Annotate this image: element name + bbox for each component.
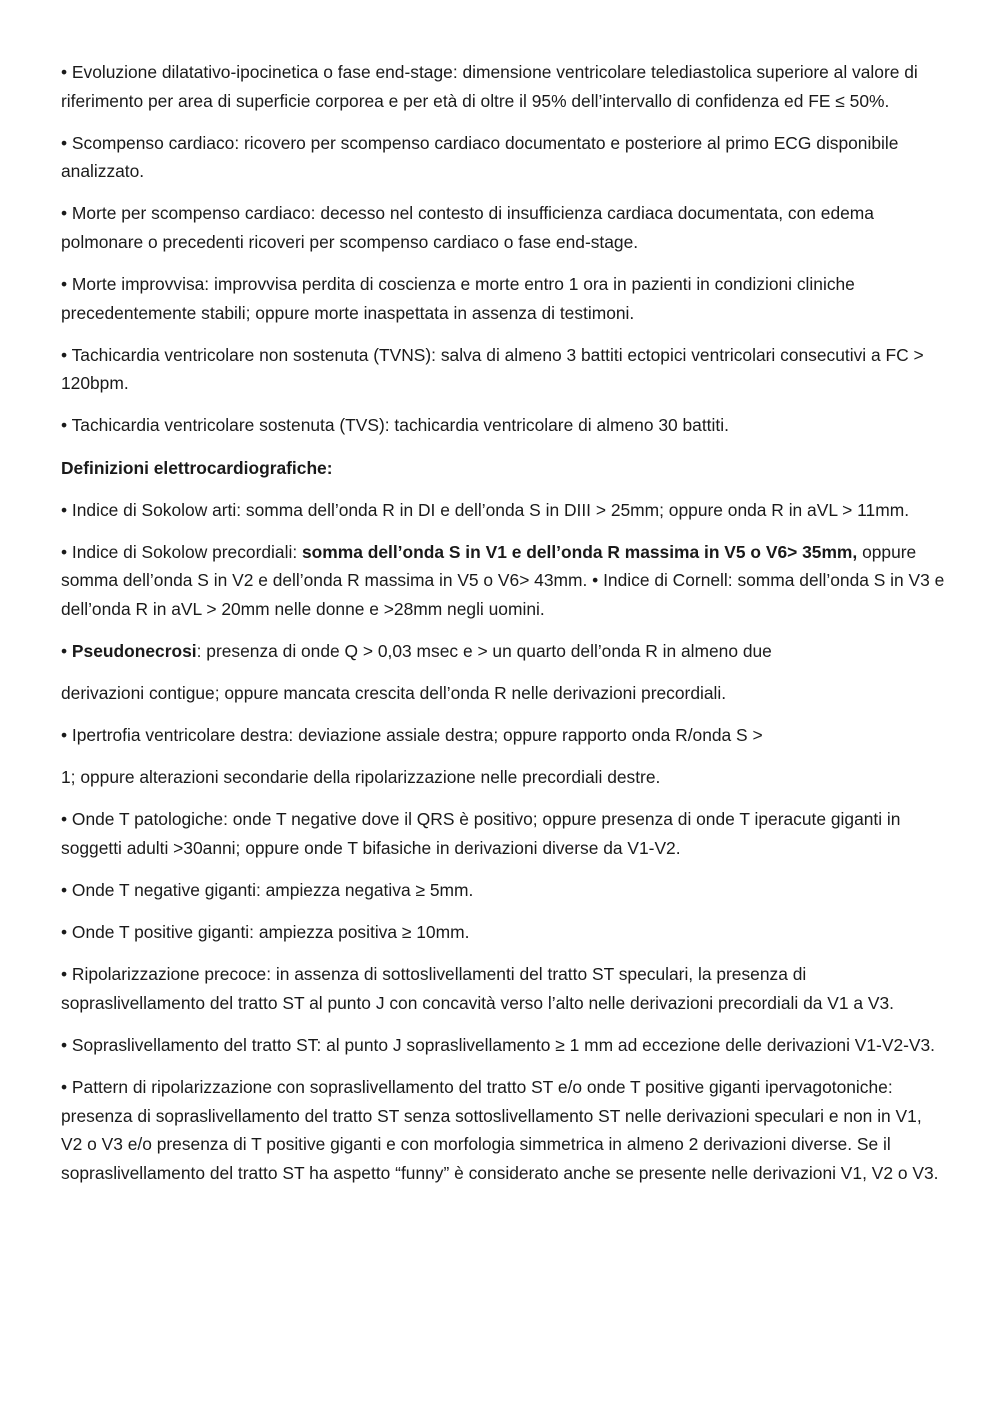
paragraph-ripolarizzazione-precoce: • Ripolarizzazione precoce: in assenza di sottoslivellamenti del tratto ST speculari, la presenza di sopraslivellamento del tratto ST al punto J con concavità verso l’alto nelle derivazioni precordiali da V1 a V3.: [61, 964, 894, 1013]
paragraph-scompenso-cardiaco: • Scompenso cardiaco: ricovero per scompenso cardiaco documentato e posteriore al primo ECG disponibile analizzato.: [61, 132, 899, 182]
sokolow-precordiali-rest: oppure somma dell’onda S in V2 e dell’onda R massima in V5 o V6> 43mm. • Indice di Cornell: somma dell’onda S in V3 e dell’onda R in aVL > 20mm nelle donne e >28mm negli uomini.: [61, 541, 945, 619]
paragraph-sokolow-precordiali: [61, 538, 945, 624]
paragraph-pattern-ripolarizzazione: • Pattern di ripolarizzazione con sopraslivellamento del tratto ST e/o onde T positive giganti ipervagotoniche: presenza di sopraslivellamento del tratto ST senza sottoslivellamento ST nelle derivazioni speculari e non in V1, V2 o V3 e/o presenza di T positive giganti e con morfologia simmetrica in almeno 2 derivazioni diverse. Se il sopraslivellamento del tratto ST ha aspetto “funny” è considerato anche se presente nelle derivazioni V1, V2 o V3.: [61, 1077, 939, 1183]
paragraph-ipertrofia-destra-continued: 1; oppure alterazioni secondarie della ripolarizzazione nelle precordiali destre.: [61, 767, 661, 788]
paragraph-ipertrofia-destra: • Ipertrofia ventricolare destra: deviazione assiale destra; oppure rapporto onda R/onda S >: [61, 725, 763, 746]
paragraph-sokolow-arti: • Indice di Sokolow arti: somma dell’onda R in DI e dell’onda S in DIII > 25mm; oppure onda R in aVL > 11mm.: [61, 499, 910, 520]
paragraph-pseudonecrosi: [61, 637, 945, 666]
paragraph-onde-t-positive: • Onde T positive giganti: ampiezza positiva ≥ 10mm.: [61, 922, 470, 943]
sokolow-precordiali-bold: somma dell’onda S in V1 e dell’onda R massima in V5 o V6> 35mm,: [301, 541, 858, 562]
section-heading: Definizioni elettrocardiografiche:: [61, 457, 333, 478]
paragraph-tvns: • Tachicardia ventricolare non sostenuta (TVNS): salva di almeno 3 battiti ectopici ventricolari consecutivi a FC > 120bpm.: [61, 344, 924, 394]
paragraph-morte-improvvisa: • Morte improvvisa: improvvisa perdita di coscienza e morte entro 1 ora in pazienti in condizioni cliniche precedentemente stabili; oppure morte inaspettata in assenza di testimoni.: [61, 274, 855, 323]
pseudonecrosi-bullet: •: [61, 641, 72, 661]
paragraph-onde-t-patologiche: • Onde T patologiche: onde T negative dove il QRS è positivo; oppure presenza di onde T iperacute giganti in soggetti adulti >30anni; oppure onde T bifasiche in derivazioni diverse da V1-V2.: [61, 809, 901, 858]
paragraph-onde-t-negative: • Onde T negative giganti: ampiezza negativa ≥ 5mm.: [61, 880, 474, 901]
paragraph-sopraslivellamento-st: • Sopraslivellamento del tratto ST: al punto J sopraslivellamento ≥ 1 mm ad eccezione delle derivazioni V1-V2-V3.: [61, 1034, 936, 1055]
paragraph-evoluzione-dilatativa: • Evoluzione dilatativo-ipocinetica o fase end-stage: dimensione ventricolare telediastolica superiore al valore di riferimento per area di superficie corporea e per età di oltre il 95% dell’intervallo di confidenza ed FE ≤ 50%.: [61, 62, 918, 111]
paragraph-pseudonecrosi-continued: derivazioni contigue; oppure mancata crescita dell’onda R nelle derivazioni precordiali.: [61, 683, 727, 704]
pseudonecrosi-term: Pseudonecrosi: [71, 641, 197, 661]
pseudonecrosi-definition: : presenza di onde Q > 0,03 msec e > un quarto dell’onda R in almeno due: [196, 641, 772, 661]
paragraph-morte-scompenso: • Morte per scompenso cardiaco: decesso nel contesto di insufficienza cardiaca documentata, con edema polmonare o precedenti ricoveri per scompenso cardiaco o fase end-stage.: [61, 203, 874, 252]
sokolow-precordiali-lead: • Indice di Sokolow precordiali:: [61, 541, 302, 562]
paragraph-tvs: • Tachicardia ventricolare sostenuta (TVS): tachicardia ventricolare di almeno 30 battiti.: [61, 415, 729, 436]
